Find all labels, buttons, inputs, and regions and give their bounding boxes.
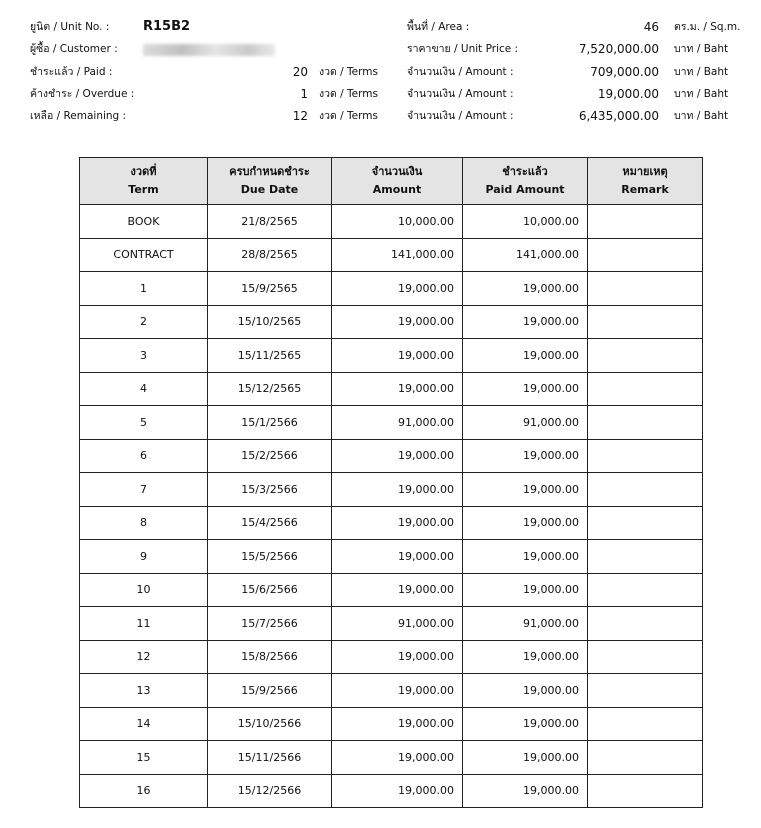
remark-cell	[588, 473, 703, 507]
term-cell: 10	[80, 573, 208, 607]
remark-cell	[588, 607, 703, 641]
remaining-label: เหลือ / Remaining :	[30, 110, 127, 122]
overdue-row	[0, 84, 761, 104]
due-date-cell: 15/10/2565	[208, 305, 332, 339]
paid-amount-cell: 19,000.00	[463, 741, 588, 775]
remark-eng: Remark	[621, 183, 669, 196]
term-cell: 1	[80, 272, 208, 306]
remark-cell	[588, 573, 703, 607]
table-row	[80, 540, 703, 574]
remark-cell	[588, 506, 703, 540]
paid-amount-cell: 19,000.00	[463, 272, 588, 306]
term-cell: 8	[80, 506, 208, 540]
column-header-remark	[588, 158, 703, 205]
column-header-due-date	[208, 158, 332, 205]
amount-cell: 19,000.00	[332, 372, 463, 406]
table-row	[80, 674, 703, 708]
paid-label: ชำระแล้ว / Paid :	[30, 66, 113, 78]
table-row	[80, 305, 703, 339]
term-cell: CONTRACT	[80, 238, 208, 272]
table-row	[80, 406, 703, 440]
paid-amount-cell: 141,000.00	[463, 238, 588, 272]
table-row	[80, 774, 703, 808]
area-unit: ตร.ม. / Sq.m.	[674, 21, 741, 33]
due-date-cell: 15/4/2566	[208, 506, 332, 540]
table-row	[80, 741, 703, 775]
table-row	[80, 506, 703, 540]
paid-amount-unit: บาท / Baht	[674, 66, 729, 78]
overdue-terms: งวด / Terms	[319, 88, 378, 100]
customer-name-redacted	[143, 44, 275, 56]
table-row	[80, 707, 703, 741]
amount-cell: 19,000.00	[332, 640, 463, 674]
paid-amount-cell: 19,000.00	[463, 674, 588, 708]
remark-cell	[588, 406, 703, 440]
amount-cell: 19,000.00	[332, 540, 463, 574]
remark-cell	[588, 372, 703, 406]
overdue-amount-label: จำนวนเงิน / Amount :	[407, 88, 514, 100]
table-row	[80, 372, 703, 406]
remark-cell	[588, 540, 703, 574]
term-cell: 6	[80, 439, 208, 473]
term-cell: 7	[80, 473, 208, 507]
remaining-value: 12	[292, 109, 308, 123]
table-row	[80, 473, 703, 507]
column-header-term	[80, 158, 208, 205]
unit-price-unit: บาท / Baht	[674, 43, 729, 55]
table-header-row	[80, 158, 703, 205]
unit-price-label: ราคาขาย / Unit Price :	[407, 43, 519, 55]
table-row	[80, 272, 703, 306]
amount-thai: จำนวนเงิน	[371, 165, 423, 178]
overdue-amount-unit: บาท / Baht	[674, 88, 729, 100]
amount-cell: 10,000.00	[332, 205, 463, 239]
amount-cell: 19,000.00	[332, 272, 463, 306]
amount-cell: 91,000.00	[332, 607, 463, 641]
paid-amount-cell: 10,000.00	[463, 205, 588, 239]
remark-cell	[588, 272, 703, 306]
area-value: 46	[643, 20, 659, 34]
remark-cell	[588, 774, 703, 808]
due-date-cell: 28/8/2565	[208, 238, 332, 272]
table-row	[80, 607, 703, 641]
remaining-amount-label: จำนวนเงิน / Amount :	[407, 110, 514, 122]
due-date-eng: Due Date	[240, 183, 299, 196]
amount-cell: 19,000.00	[332, 707, 463, 741]
amount-cell: 19,000.00	[332, 339, 463, 373]
due-date-cell: 15/8/2566	[208, 640, 332, 674]
term-cell: 2	[80, 305, 208, 339]
remark-cell	[588, 640, 703, 674]
term-cell: 5	[80, 406, 208, 440]
overdue-label: ค้างชำระ / Overdue :	[30, 88, 135, 100]
unit-row	[0, 17, 761, 37]
table-row	[80, 439, 703, 473]
remark-cell	[588, 205, 703, 239]
remark-cell	[588, 674, 703, 708]
remark-cell	[588, 439, 703, 473]
paid-value: 20	[292, 65, 308, 79]
unit-price-value: 7,520,000.00	[578, 42, 659, 56]
due-date-cell: 15/9/2565	[208, 272, 332, 306]
due-date-cell: 15/12/2565	[208, 372, 332, 406]
term-cell: 3	[80, 339, 208, 373]
overdue-amount-value: 19,000.00	[597, 87, 659, 101]
due-date-thai: ครบกำหนดชำระ	[229, 165, 310, 178]
amount-cell: 91,000.00	[332, 406, 463, 440]
amount-cell: 141,000.00	[332, 238, 463, 272]
paid-amount-cell: 19,000.00	[463, 372, 588, 406]
amount-cell: 19,000.00	[332, 473, 463, 507]
amount-cell: 19,000.00	[332, 774, 463, 808]
area-label: พื้นที่ / Area :	[407, 21, 470, 33]
paid-amount-cell: 19,000.00	[463, 573, 588, 607]
remark-cell	[588, 741, 703, 775]
remark-cell	[588, 305, 703, 339]
paid-amount-cell: 91,000.00	[463, 406, 588, 440]
due-date-cell: 15/11/2566	[208, 741, 332, 775]
customer-row	[0, 39, 761, 59]
amount-cell: 19,000.00	[332, 305, 463, 339]
amount-cell: 19,000.00	[332, 506, 463, 540]
amount-cell: 19,000.00	[332, 674, 463, 708]
paid-amount-thai: ชำระแล้ว	[502, 165, 548, 178]
paid-amount-cell: 19,000.00	[463, 439, 588, 473]
term-cell: BOOK	[80, 205, 208, 239]
paid-amount-cell: 19,000.00	[463, 506, 588, 540]
amount-eng: Amount	[372, 183, 422, 196]
paid-amount-cell: 19,000.00	[463, 473, 588, 507]
customer-label: ผู้ซื้อ / Customer :	[30, 43, 118, 55]
remaining-amount-value: 6,435,000.00	[578, 109, 659, 123]
unit-label: ยูนิต / Unit No. :	[30, 21, 110, 33]
column-header-paid-amount	[463, 158, 588, 205]
paid-amount-cell: 19,000.00	[463, 774, 588, 808]
remaining-row	[0, 106, 761, 126]
paid-amount-eng: Paid Amount	[485, 183, 565, 196]
due-date-cell: 15/3/2566	[208, 473, 332, 507]
term-cell: 9	[80, 540, 208, 574]
summary-header	[0, 0, 761, 140]
remark-cell	[588, 238, 703, 272]
term-cell: 13	[80, 674, 208, 708]
term-cell: 15	[80, 741, 208, 775]
term-cell: 14	[80, 707, 208, 741]
unit-value: R15B2	[143, 19, 191, 34]
due-date-cell: 15/6/2566	[208, 573, 332, 607]
term-cell: 11	[80, 607, 208, 641]
paid-amount-value: 709,000.00	[590, 65, 659, 79]
remaining-amount-unit: บาท / Baht	[674, 110, 729, 122]
remark-cell	[588, 339, 703, 373]
paid-amount-cell: 19,000.00	[463, 305, 588, 339]
overdue-value: 1	[300, 87, 308, 101]
column-header-amount	[332, 158, 463, 205]
table-row	[80, 573, 703, 607]
paid-amount-cell: 19,000.00	[463, 640, 588, 674]
due-date-cell: 15/5/2566	[208, 540, 332, 574]
remark-thai: หมายเหตุ	[622, 165, 668, 178]
paid-amount-cell: 19,000.00	[463, 707, 588, 741]
due-date-cell: 15/12/2566	[208, 774, 332, 808]
term-cell: 12	[80, 640, 208, 674]
remaining-terms: งวด / Terms	[319, 110, 378, 122]
term-thai: งวดที่	[130, 165, 157, 178]
term-eng: Term	[128, 183, 159, 196]
due-date-cell: 15/2/2566	[208, 439, 332, 473]
due-date-cell: 15/7/2566	[208, 607, 332, 641]
term-cell: 16	[80, 774, 208, 808]
amount-cell: 19,000.00	[332, 741, 463, 775]
term-cell: 4	[80, 372, 208, 406]
due-date-cell: 15/11/2565	[208, 339, 332, 373]
paid-amount-label: จำนวนเงิน / Amount :	[407, 66, 514, 78]
table-row	[80, 238, 703, 272]
table-row	[80, 640, 703, 674]
payment-schedule-table	[79, 157, 703, 808]
table-row	[80, 339, 703, 373]
amount-cell: 19,000.00	[332, 439, 463, 473]
paid-amount-cell: 91,000.00	[463, 607, 588, 641]
due-date-cell: 15/9/2566	[208, 674, 332, 708]
paid-terms: งวด / Terms	[319, 66, 378, 78]
due-date-cell: 21/8/2565	[208, 205, 332, 239]
due-date-cell: 15/10/2566	[208, 707, 332, 741]
paid-amount-cell: 19,000.00	[463, 540, 588, 574]
table-row	[80, 205, 703, 239]
remark-cell	[588, 707, 703, 741]
paid-amount-cell: 19,000.00	[463, 339, 588, 373]
paid-row	[0, 62, 761, 82]
due-date-cell: 15/1/2566	[208, 406, 332, 440]
amount-cell: 19,000.00	[332, 573, 463, 607]
